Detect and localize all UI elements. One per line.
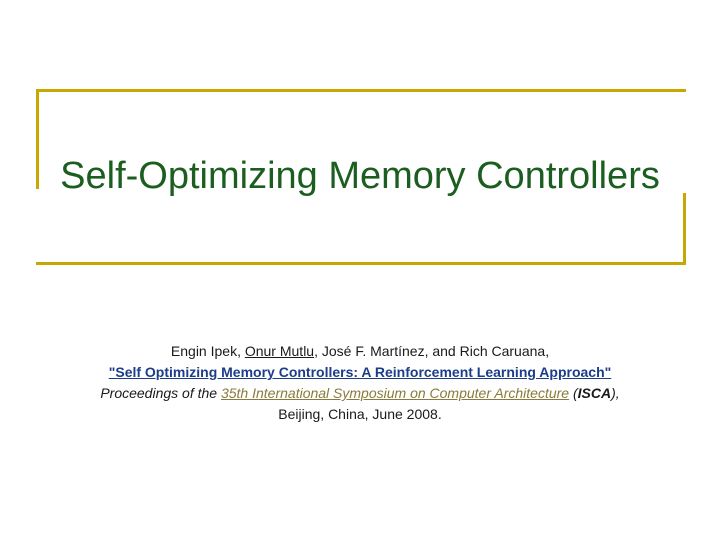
location-date: Beijing, China, June 2008. — [278, 406, 442, 422]
title-frame-right — [683, 193, 686, 265]
conf-open-paren: ( — [569, 385, 578, 401]
authors-rest: , José F. Martínez, and Rich Caruana, — [314, 343, 550, 359]
proceedings-line — [40, 383, 680, 404]
proceedings-prefix: Proceedings of the — [100, 385, 221, 401]
author-first: Engin Ipek, — [170, 343, 245, 359]
author-onur-mutlu-link[interactable]: Onur Mutlu — [244, 343, 315, 359]
slide-title: Self-Optimizing Memory Controllers — [60, 155, 660, 197]
conf-close-paren: ), — [611, 385, 620, 401]
paper-title-link[interactable]: "Self Optimizing Memory Controllers: A Reinforcement Learning Approach" — [108, 364, 612, 380]
citation-block — [40, 341, 680, 425]
title-frame-left — [36, 89, 39, 189]
title-frame-bottom — [36, 262, 686, 265]
authors-line — [40, 341, 680, 362]
conference-link[interactable]: 35th International Symposium on Computer Architecture — [220, 385, 570, 401]
paper-title-line — [40, 362, 680, 383]
title-frame-top — [36, 89, 686, 92]
conf-abbrev: ISCA — [577, 385, 612, 401]
